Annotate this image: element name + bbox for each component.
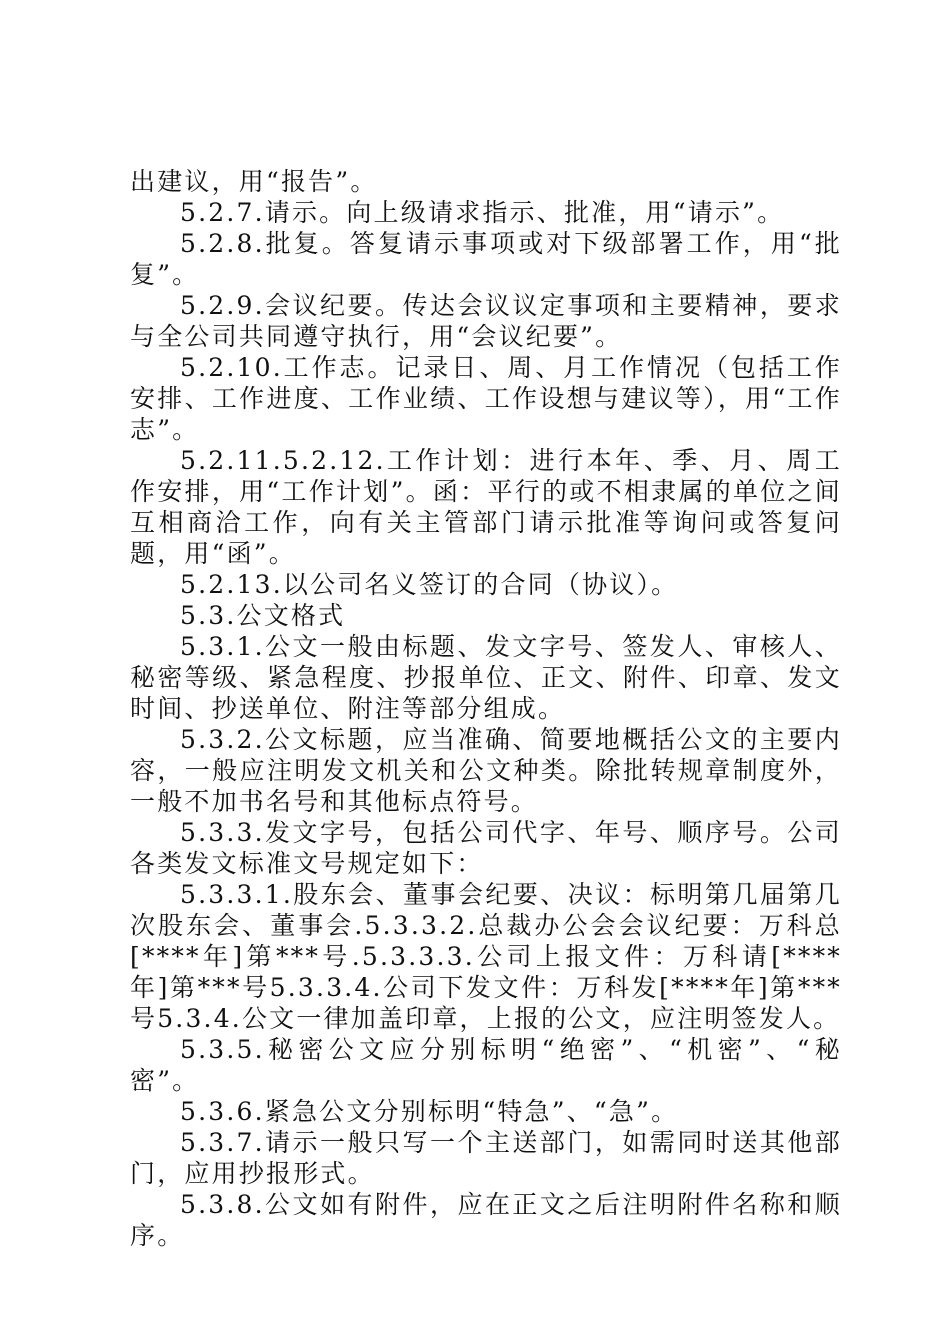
document-body [130,166,842,1251]
paragraph-5-2-7: 5.2.7.请示。向上级请求指示、批准，用“请示”。 [180,198,785,227]
paragraph-5-3-6: 5.3.6.紧急公文分别标明“特急”、“急”。 [180,1097,679,1126]
paragraph-report-tail: 出建议，用“报告”。 [130,167,378,196]
paragraph-5-3-2: 5.3.2.公文标题，应当准确、简要地概括公文的主要内容，一般应注明发文机关和公文种类。除批转规章制度外，一般不加书名号和其他标点符号。 [130,725,842,816]
paragraph-5-2-11: 5.2.11.5.2.12.工作计划：进行本年、季、月、周工作安排，用“工作计划”。函：平行的或不相隶属的单位之间互相商洽工作，向有关主管部门请示批准等询问或答复问题，用“函”。 [130,446,842,568]
paragraph-5-3-5: 5.3.5.秘密公文应分别标明“绝密”、“机密”、“秘密”。 [130,1035,842,1095]
paragraph-5-2-10: 5.2.10.工作志。记录日、周、月工作情况（包括工作安排、工作进度、工作业绩、工作设想与建议等），用“工作志”。 [130,353,842,444]
paragraph-5-2-8: 5.2.8.批复。答复请示事项或对下级部署工作，用“批复”。 [130,229,842,289]
paragraph-5-3-7: 5.3.7.请示一般只写一个主送部门，如需同时送其他部门，应用抄报形式。 [130,1128,842,1188]
paragraph-5-3-3-1: 5.3.3.1.股东会、董事会纪要、决议：标明第几届第几次股东会、董事会.5.3.3.2.总裁办公会会议纪要：万科总[****年]第***号.5.3.3.3.公司上报文件：万科请[****年]第***号5.3.3.4.公司下发文件：万科发[****年]第***号5.3.4.公文一律加盖印章，上报的公文，应注明签发人。 [130,880,842,1033]
paragraph-5-3-1: 5.3.1.公文一般由标题、发文字号、签发人、审核人、秘密等级、紧急程度、抄报单位、正文、附件、印章、发文时间、抄送单位、附注等部分组成。 [130,632,842,723]
section-heading-5-3: 5.3.公文格式 [180,601,346,630]
paragraph-5-2-9: 5.2.9.会议纪要。传达会议议定事项和主要精神，要求与全公司共同遵守执行，用“会议纪要”。 [130,291,842,351]
paragraph-5-3-8: 5.3.8.公文如有附件，应在正文之后注明附件名称和顺序。 [130,1190,842,1250]
paragraph-5-2-13: 5.2.13.以公司名义签订的合同（协议）。 [180,570,679,599]
paragraph-5-3-3: 5.3.3.发文字号，包括公司代字、年号、顺序号。公司各类发文标准文号规定如下： [130,818,842,878]
